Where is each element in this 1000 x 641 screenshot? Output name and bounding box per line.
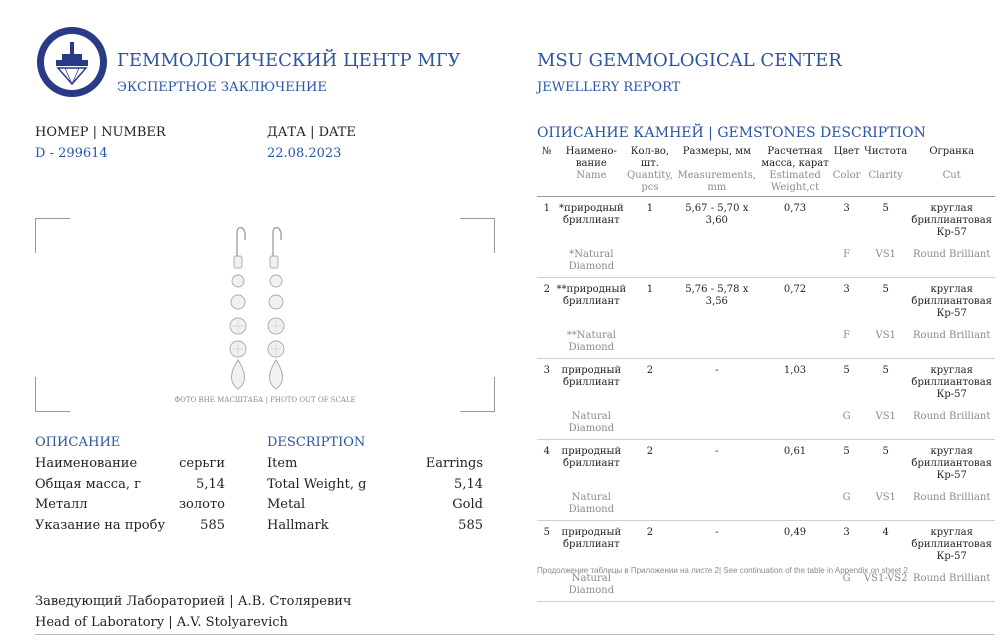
table-row xyxy=(537,197,995,240)
msu-logo xyxy=(37,27,107,97)
table-row-en xyxy=(537,401,995,440)
field-value: золото xyxy=(178,497,225,512)
table-cell xyxy=(674,482,760,521)
table-cell: 5 xyxy=(882,365,889,376)
field-key: Metal xyxy=(267,497,306,512)
table-cell: 1,03 xyxy=(783,365,807,376)
table-cell xyxy=(626,401,674,440)
table-cell: F xyxy=(830,320,863,359)
table-cell: 0,73 xyxy=(783,203,807,214)
column-header: Расчетная масса, карат xyxy=(761,146,829,169)
column-header: Cut xyxy=(908,170,995,197)
table-cell: 3 xyxy=(843,203,850,214)
table-row xyxy=(537,440,995,483)
column-header: Чистота xyxy=(864,146,908,157)
column-header: Наимено-вание xyxy=(565,146,617,169)
table-cell: 5 xyxy=(543,527,550,538)
signature-en: Head of Laboratory | A.V. Stolyarevich xyxy=(35,615,288,630)
table-cell: 0,72 xyxy=(783,284,807,295)
table-cell: 1 xyxy=(543,203,550,214)
table-cell: круглая бриллиантовая Кр-57 xyxy=(911,446,992,481)
column-header: Размеры, мм xyxy=(682,146,751,157)
table-cell: природный бриллиант xyxy=(561,527,622,550)
table-cell: Natural Diamond xyxy=(557,563,627,602)
title-en: MSU GEMMOLOGICAL CENTER xyxy=(537,50,842,71)
table-cell: 5 xyxy=(882,284,889,295)
table-cell: VS1 xyxy=(863,239,908,278)
university-building-icon xyxy=(44,34,100,90)
field-value: 5,14 xyxy=(454,477,483,492)
table-row xyxy=(537,278,995,321)
field-value: Earrings xyxy=(425,456,483,471)
table-cell: 2 xyxy=(543,284,550,295)
table-cell: F xyxy=(830,239,863,278)
table-cell: 0,49 xyxy=(783,527,807,538)
table-cell: 4 xyxy=(543,446,550,457)
table-cell: 0,61 xyxy=(783,446,807,457)
table-cell: 5,76 - 5,78 x 3,56 xyxy=(685,284,749,307)
table-cell xyxy=(674,239,760,278)
table-cell: - xyxy=(715,365,719,376)
table-cell: Round Brilliant xyxy=(908,320,995,359)
column-header: Name xyxy=(557,170,627,197)
table-cell: круглая бриллиантовая Кр-57 xyxy=(911,284,992,319)
table-cell: природный бриллиант xyxy=(561,446,622,469)
table-cell: круглая бриллиантовая Кр-57 xyxy=(911,365,992,400)
date-label: ДАТА | DATE xyxy=(267,125,356,140)
table-cell xyxy=(674,401,760,440)
table-cell: 3 xyxy=(843,284,850,295)
table-cell: Natural Diamond xyxy=(557,401,627,440)
table-cell: G xyxy=(830,401,863,440)
table-cell: - xyxy=(715,446,719,457)
table-row-en xyxy=(537,239,995,278)
table-cell: VS1 xyxy=(863,401,908,440)
table-cell: 2 xyxy=(646,527,654,538)
table-cell xyxy=(626,320,674,359)
column-header xyxy=(537,170,557,197)
earrings-photo xyxy=(215,224,315,400)
field-value: 585 xyxy=(200,518,225,533)
column-header: Quantity, pcs xyxy=(626,170,674,197)
table-cell: 5 xyxy=(843,365,850,376)
field-value: 5,14 xyxy=(196,477,225,492)
table-cell: природный бриллиант xyxy=(561,365,622,388)
table-cell xyxy=(537,239,557,278)
field-key: Total Weight, g xyxy=(267,477,367,492)
field-value: 585 xyxy=(458,518,483,533)
table-cell: 1 xyxy=(646,284,654,295)
table-cell xyxy=(537,401,557,440)
table-cell: *Natural Diamond xyxy=(557,239,627,278)
description-ru-heading: ОПИСАНИЕ xyxy=(35,435,121,450)
table-cell: круглая бриллиантовая Кр-57 xyxy=(911,527,992,562)
table-cell: 2 xyxy=(646,446,654,457)
field-key: Указание на пробу xyxy=(35,518,166,533)
table-row xyxy=(537,359,995,402)
description-en-heading: DESCRIPTION xyxy=(267,435,366,450)
column-header: Кол-во, шт. xyxy=(630,146,670,169)
table-cell: **Natural Diamond xyxy=(557,320,627,359)
table-cell: 3 xyxy=(543,365,550,376)
field-key: Наименование xyxy=(35,456,138,471)
table-row-en xyxy=(537,320,995,359)
table-cell: Round Brilliant xyxy=(908,401,995,440)
table-cell: 5 xyxy=(843,446,850,457)
table-cell: VS1 xyxy=(863,482,908,521)
table-cell: Round Brilliant xyxy=(908,239,995,278)
column-header: Clarity xyxy=(863,170,908,197)
column-header: Estimated Weight,ct xyxy=(760,170,830,197)
signature-ru: Заведующий Лабораторией | А.В. Столяревич xyxy=(35,594,352,609)
column-header: Цвет xyxy=(833,146,860,157)
table-cell: 3 xyxy=(843,527,850,538)
photo-caption: ФОТО ВНЕ МАСШТАБА | PHOTO OUT OF SCALE xyxy=(174,396,356,404)
table-cell: Round Brilliant xyxy=(908,563,995,602)
field-key: Item xyxy=(267,456,298,471)
table-cell: 2 xyxy=(646,365,654,376)
table-cell: Natural Diamond xyxy=(557,482,627,521)
table-cell xyxy=(537,482,557,521)
table-cell xyxy=(760,482,830,521)
column-header: Measurements, mm xyxy=(674,170,760,197)
photo-frame xyxy=(35,218,495,412)
table-cell: 4 xyxy=(882,527,889,538)
table-cell: - xyxy=(715,527,719,538)
table-cell xyxy=(760,239,830,278)
table-cell xyxy=(760,320,830,359)
column-header: Огранка xyxy=(929,146,975,157)
table-cell: VS1 xyxy=(863,320,908,359)
gemstones-table xyxy=(537,146,995,602)
title-ru: ГЕММОЛОГИЧЕСКИЙ ЦЕНТР МГУ xyxy=(117,50,461,71)
table-cell: Round Brilliant xyxy=(908,482,995,521)
table-row xyxy=(537,521,995,564)
date-value: 22.08.2023 xyxy=(267,146,342,161)
column-header: Color xyxy=(830,170,863,197)
table-row-en xyxy=(537,482,995,521)
field-value: серьги xyxy=(179,456,225,471)
table-cell: G xyxy=(830,563,863,602)
field-key: Hallmark xyxy=(267,518,329,533)
table-cell xyxy=(674,320,760,359)
table-cell: круглая бриллиантовая Кр-57 xyxy=(911,203,992,238)
column-header: № xyxy=(542,146,552,157)
table-cell: **природный бриллиант xyxy=(556,284,627,307)
subtitle-en: JEWELLERY REPORT xyxy=(537,80,681,95)
gemstones-heading: ОПИСАНИЕ КАМНЕЙ | GEMSTONES DESCRIPTION xyxy=(537,125,926,141)
table-header-en xyxy=(537,170,995,197)
table-cell: 5 xyxy=(882,446,889,457)
number-value: D - 299614 xyxy=(35,146,108,161)
table-cell xyxy=(537,320,557,359)
number-label: НОМЕР | NUMBER xyxy=(35,125,166,140)
table-cell xyxy=(626,239,674,278)
table-header-ru xyxy=(537,146,995,170)
footer-divider xyxy=(35,634,995,635)
table-cell: 1 xyxy=(646,203,654,214)
field-value: Gold xyxy=(452,497,483,512)
field-key: Металл xyxy=(35,497,88,512)
table-cell: *природный бриллиант xyxy=(559,203,624,226)
table-footnote: Продолжение таблицы в Приложении на листе 2| See continuation of the table in Appendix on sheet 2 xyxy=(537,566,908,575)
subtitle-ru: ЭКСПЕРТНОЕ ЗАКЛЮЧЕНИЕ xyxy=(117,80,327,95)
table-cell xyxy=(626,482,674,521)
field-key: Общая масса, г xyxy=(35,477,141,492)
table-cell: 5 xyxy=(882,203,889,214)
table-cell: VS1-VS2 xyxy=(863,563,908,602)
table-cell: G xyxy=(830,482,863,521)
table-cell: 5,67 - 5,70 x 3,60 xyxy=(685,203,749,226)
table-cell xyxy=(760,401,830,440)
